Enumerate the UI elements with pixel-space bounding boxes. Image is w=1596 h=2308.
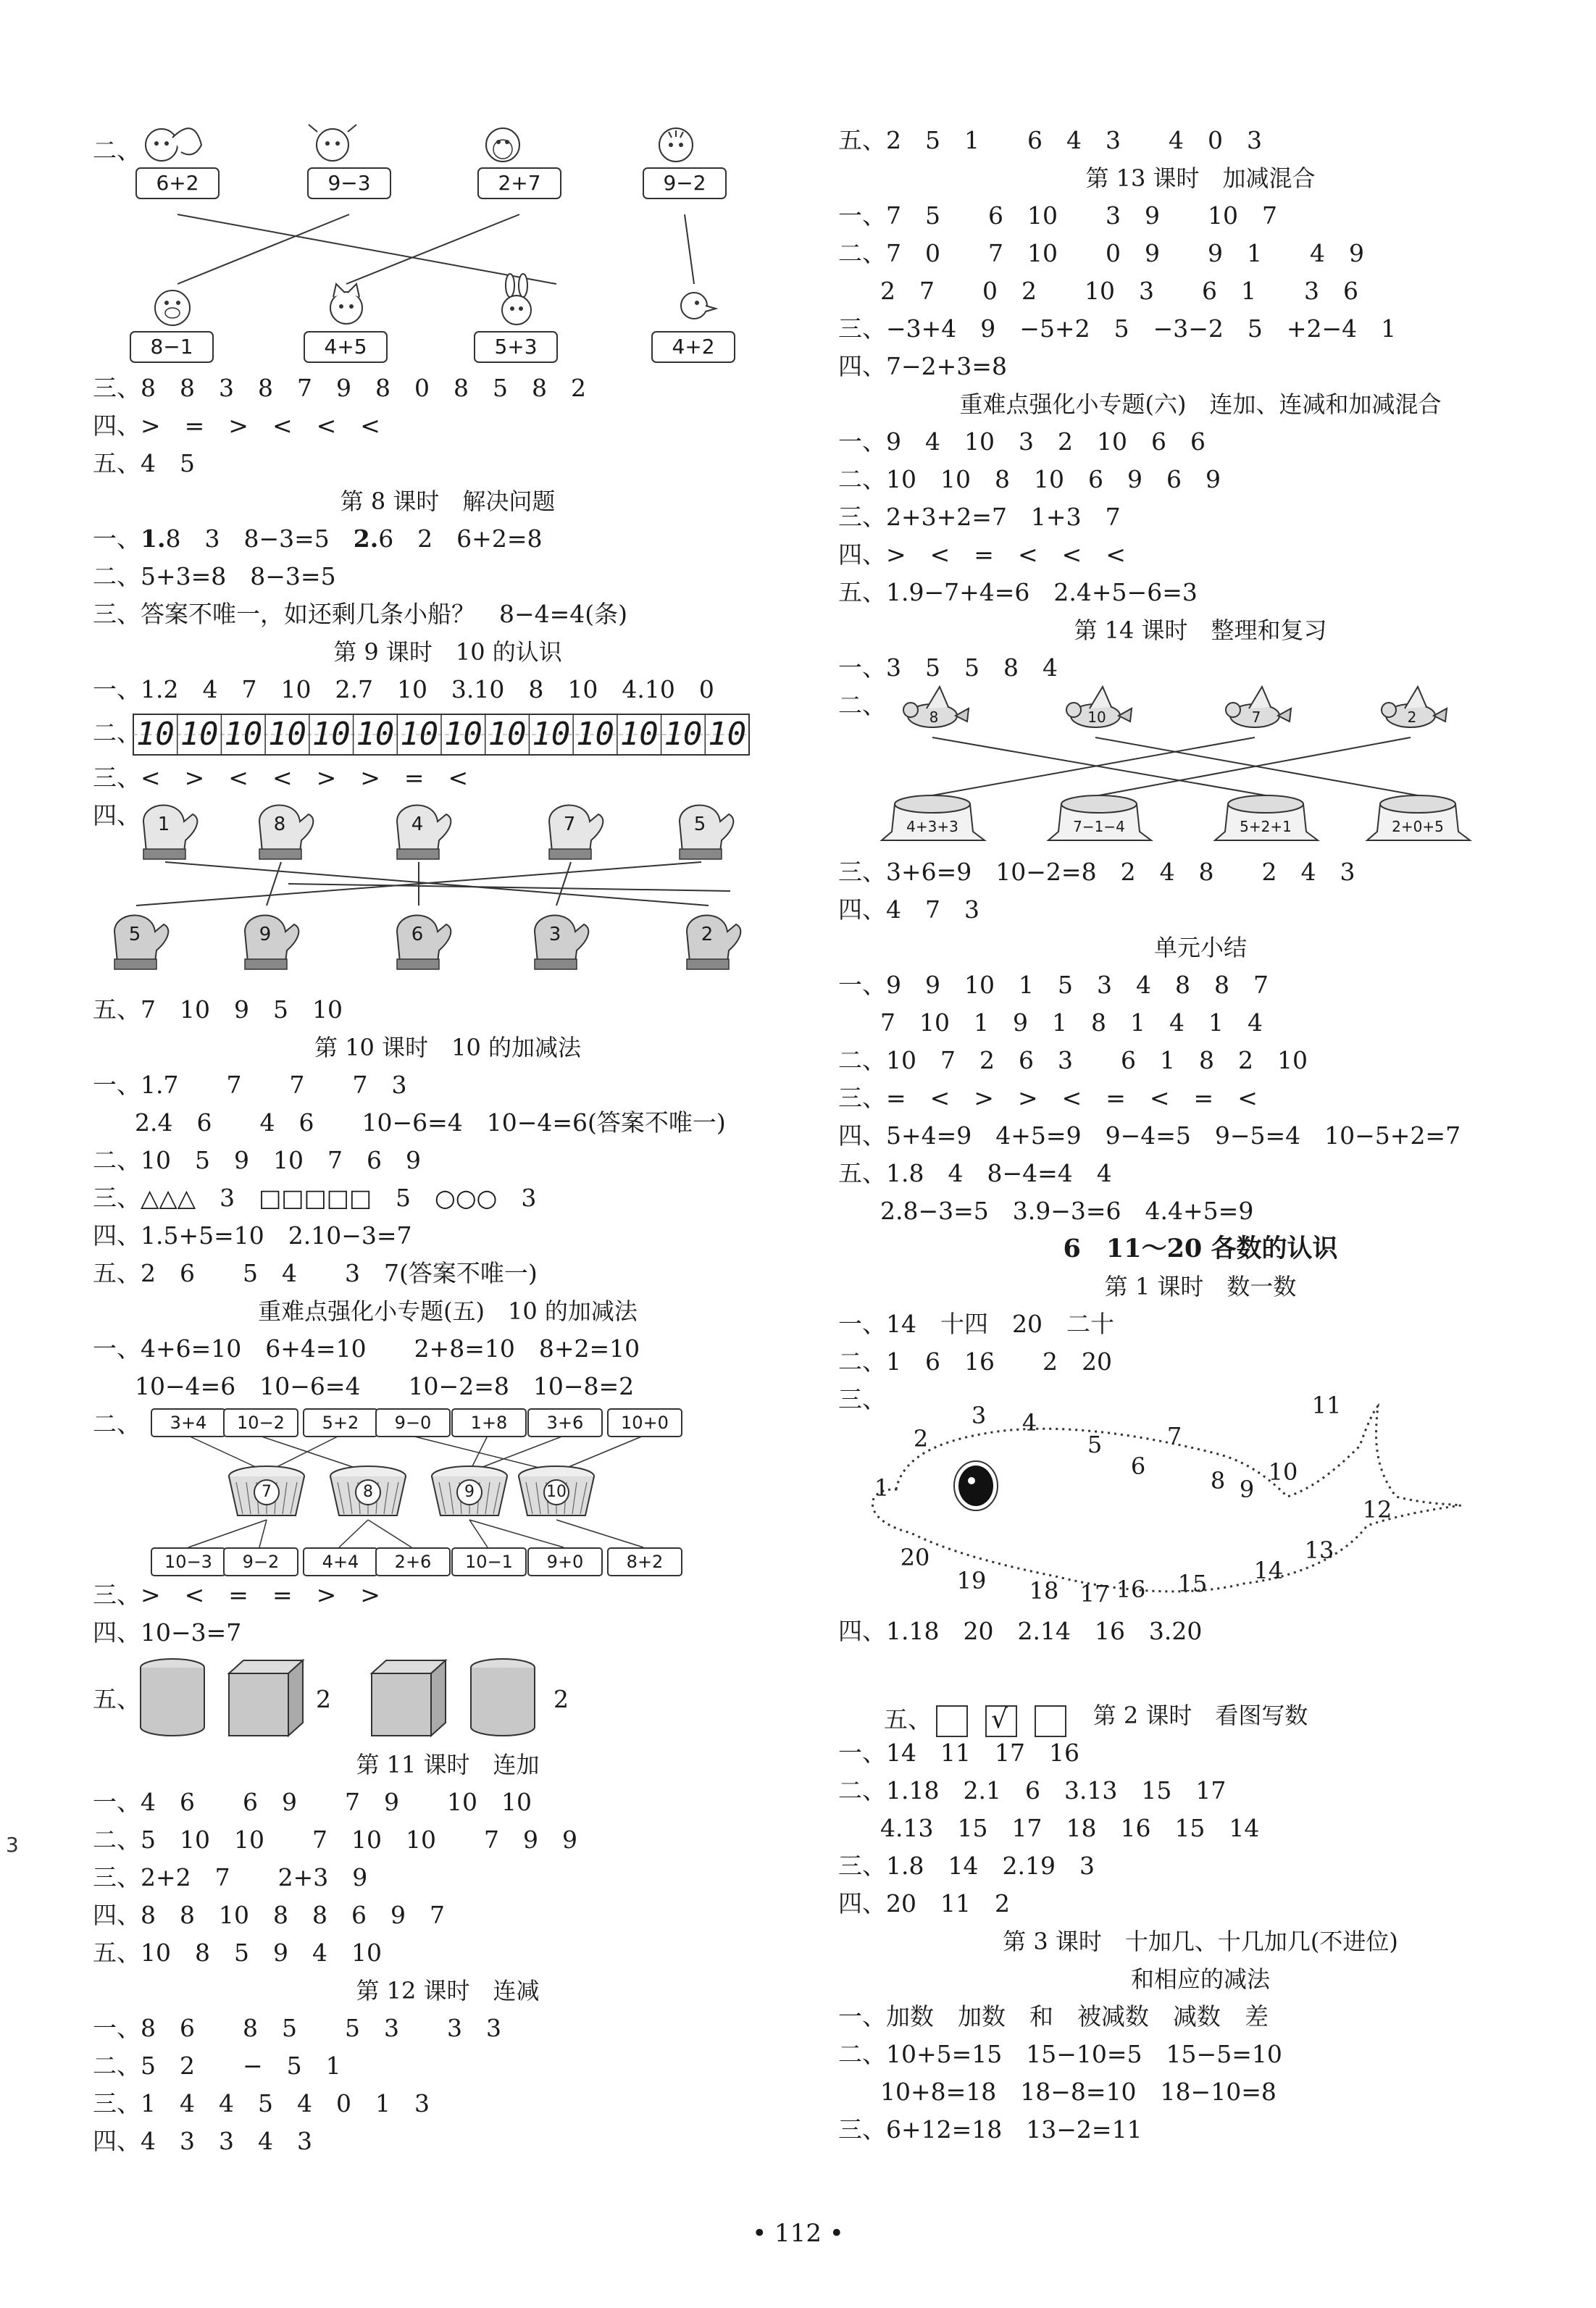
mitten-number: 9 (259, 924, 272, 945)
lesson-heading: 第 13 课时 加减混合 (1085, 164, 1316, 192)
expr-box: 10−1 (451, 1547, 527, 1576)
bird-number: 7 (1251, 708, 1261, 726)
dot-number: 4 (1021, 1409, 1037, 1437)
dot-number: 7 (1166, 1422, 1182, 1450)
lesson-heading: 第 1 课时 数一数 (1104, 1273, 1297, 1300)
question-label: 二、 (93, 136, 141, 164)
rabbit-icon (502, 274, 531, 325)
answer-line: 一、1.2 4 7 10 2.7 10 3.10 8 10 4.10 0 (93, 675, 714, 703)
dot-number: 9 (1239, 1476, 1255, 1503)
answer-line: 三、8 8 3 8 7 9 8 0 8 5 8 2 (93, 374, 586, 402)
answer-line: 一、9 4 10 3 2 10 6 6 (838, 427, 1206, 456)
animal-matching-diagram (93, 116, 803, 369)
answer-line: 三、3+6=9 10−2=8 2 4 8 2 4 3 (838, 858, 1355, 886)
checkbox (1035, 1705, 1066, 1737)
answer-line: 一、3 5 5 8 4 (838, 653, 1058, 682)
question-label: 二、 (93, 719, 141, 747)
page-number: • 112 • (752, 2219, 844, 2248)
answer-line: 一、1.7 7 7 7 3 (93, 1071, 407, 1099)
answer-line: 四、8 8 10 8 8 6 9 7 (93, 1901, 445, 1929)
dot-number: 16 (1116, 1576, 1146, 1603)
answer-line: 三、2+2 7 2+3 9 (93, 1863, 368, 1891)
item-number: 1. (141, 524, 166, 553)
shapes-row (93, 1652, 803, 1746)
shape-count: 2 (316, 1685, 331, 1713)
basket-number: 10 (546, 1483, 567, 1501)
answer-line: 五、4 5 (93, 449, 195, 477)
answer-line: 10−4=6 10−6=4 10−2=8 10−8=2 (135, 1372, 635, 1400)
answer-line: 五、10 8 5 9 4 10 (93, 1939, 382, 1967)
answer-line: 四、1.18 20 2.14 16 3.20 (838, 1617, 1203, 1645)
question-label: 二、 (93, 1410, 141, 1438)
margin-mark: 3 (6, 1833, 19, 1857)
answer-line: 二、10 5 9 10 7 6 9 (93, 1146, 421, 1174)
answer-line: 2.4 6 4 6 10−6=4 10−4=6(答案不唯一) (135, 1108, 726, 1137)
animal-top-expr-4: 9−2 (663, 171, 706, 195)
answer-line: 四、4 3 3 4 3 (93, 2127, 312, 2155)
mitten-number: 4 (411, 814, 424, 835)
expr-box: 5+2 (303, 1408, 378, 1437)
dot-number: 2 (913, 1425, 929, 1452)
right-column (838, 122, 1563, 2149)
writing-digits (136, 713, 752, 756)
answer-line: 一、14 11 17 16 (838, 1739, 1079, 1767)
lesson-heading: 第 9 课时 10 的认识 (333, 638, 562, 666)
lesson-heading: 第 14 课时 整理和复习 (1074, 616, 1327, 644)
writing-digit: 10 (356, 716, 395, 753)
mitten-number: 5 (128, 924, 141, 945)
answer-line: 10+8=18 18−8=10 18−10=8 (880, 2078, 1277, 2106)
expr-box: 2+6 (375, 1547, 451, 1576)
answer-line: 五、1.8 4 8−4=4 4 (838, 1159, 1112, 1187)
lesson-heading: 第 8 课时 解决问题 (340, 488, 556, 515)
answer-line: 二、1 6 16 2 20 (838, 1347, 1112, 1376)
stump-expr: 5+2+1 (1240, 818, 1292, 835)
expr-box: 3+6 (527, 1408, 603, 1437)
answer-line: 四、10−3=7 (93, 1618, 242, 1647)
lesson-heading: 重难点强化小专题(六) 连加、连减和加减混合 (959, 390, 1442, 418)
bird-stump-diagram (838, 687, 1563, 853)
lesson-heading: 第 2 课时 看图写数 (1092, 1702, 1308, 1729)
writing-digit: 10 (135, 716, 175, 753)
cube-icon (372, 1660, 446, 1736)
dolphin-dot-diagram (838, 1381, 1563, 1613)
answer-line: 三、< > < < > > = < (93, 764, 469, 792)
mitten-number: 7 (563, 814, 576, 835)
mitten-number: 5 (693, 814, 706, 835)
answer-line: 三、6+12=18 13−2=11 (838, 2115, 1142, 2144)
answer-line: 三、答案不唯一，如还剩几条小船？ 8−4=4(条) (93, 600, 628, 628)
checkbox (936, 1705, 968, 1737)
question-label: 五、 (883, 1705, 932, 1734)
writing-digit: 10 (488, 716, 527, 753)
expr-box: 10−2 (223, 1408, 298, 1437)
basket-matching-diagram (93, 1405, 803, 1576)
answer-line: 四、5+4=9 4+5=9 9−4=5 9−5=4 10−5+2=7 (838, 1121, 1461, 1150)
answer-line: 三、1.8 14 2.19 3 (838, 1852, 1095, 1880)
lesson-heading-cont: 和相应的减法 (1130, 1965, 1270, 1993)
answer-line: 二、5 2 − 5 1 (93, 2052, 341, 2080)
answer-line: 一、4+6=10 6+4=10 2+8=10 8+2=10 (93, 1334, 640, 1363)
answer-prefix: 一、 (93, 524, 141, 553)
answer-line: 四、4 7 3 (838, 895, 979, 924)
answer-line: 二、7 0 7 10 0 9 9 1 4 9 (838, 239, 1364, 267)
answer-line: 一、9 9 10 1 5 3 4 8 8 7 (838, 971, 1269, 999)
writing-digit: 10 (400, 716, 439, 753)
animal-bottom-expr-3: 5+3 (494, 335, 538, 359)
bird-number: 2 (1407, 708, 1417, 726)
animal-bottom-expr-1: 8−1 (150, 335, 193, 359)
answer-line: 一、7 5 6 10 3 9 10 7 (838, 201, 1277, 230)
answer-line: 7 10 1 9 1 8 1 4 1 4 (880, 1008, 1263, 1037)
answer-line: 二、10+5=15 15−10=5 15−5=10 (838, 2040, 1282, 2068)
expr-box: 9−2 (223, 1547, 298, 1576)
writing-digit: 10 (532, 716, 571, 753)
writing-digit: 10 (619, 716, 659, 753)
pig-icon (155, 290, 190, 325)
answer-line: 二、1.18 2.1 6 3.13 15 17 (838, 1776, 1227, 1805)
answer-line: 四、> < = < < < (838, 540, 1126, 569)
dot-number: 13 (1304, 1536, 1334, 1564)
answer-line: 五、2 6 5 4 3 7(答案不唯一) (93, 1259, 538, 1287)
mitten-number: 2 (701, 924, 714, 945)
question-label: 五、 (93, 1685, 141, 1713)
answer-line: 三、= < > > < = < = < (838, 1084, 1258, 1112)
checkbox-checked (985, 1705, 1017, 1737)
answer-line: 4.13 15 17 18 16 15 14 (880, 1814, 1260, 1842)
answer-line: 三、−3+4 9 −5+2 5 −3−2 5 +2−4 1 (838, 314, 1397, 343)
question-label: 四、 (93, 801, 141, 829)
writing-digit: 10 (224, 716, 263, 753)
writing-digit: 10 (708, 716, 747, 753)
dot-number: 6 (1130, 1452, 1146, 1480)
writing-practice-row (93, 708, 803, 759)
mitten-number: 6 (411, 924, 424, 945)
basket-number: 7 (262, 1483, 272, 1501)
answer-line (93, 520, 803, 558)
bird-number: 8 (929, 708, 939, 726)
mitten-number: 8 (273, 814, 286, 835)
cow-icon (309, 125, 356, 161)
duck-icon (681, 293, 716, 319)
expr-box: 9−0 (375, 1408, 451, 1437)
shapes-svg (93, 1652, 803, 1746)
lesson-heading: 第 11 课时 连加 (356, 1751, 540, 1778)
dot-number: 17 (1079, 1580, 1110, 1607)
mitten-number: 3 (548, 924, 561, 945)
answer-line: 二、5+3=8 8−3=5 (93, 562, 336, 590)
mitten-number: 1 (157, 814, 170, 835)
writing-digit: 10 (268, 716, 306, 753)
expr-box: 10−3 (151, 1547, 226, 1576)
dot-number: 5 (1087, 1431, 1103, 1458)
dot-number: 19 (956, 1567, 987, 1594)
answer-line: 四、1.5+5=10 2.10−3=7 (93, 1221, 412, 1250)
answer-line: 2 7 0 2 10 3 6 1 3 6 (880, 277, 1358, 305)
answer-line: 五、7 10 9 5 10 (93, 995, 343, 1024)
tiger-icon (659, 128, 693, 162)
writing-digit: 10 (312, 716, 351, 753)
expr-box: 8+2 (607, 1547, 682, 1576)
answer-line: 一、4 6 6 9 7 9 10 10 (93, 1788, 532, 1816)
animal-bottom-expr-4: 4+2 (672, 335, 715, 359)
answer-line: 二、10 7 2 6 3 6 1 8 2 10 (838, 1046, 1308, 1074)
answer-text: 8 3 8−3=5 (165, 524, 354, 553)
answer-line: 三、2+3+2=7 1+3 7 (838, 503, 1121, 531)
dot-number: 20 (900, 1544, 930, 1571)
animal-top-expr-2: 9−3 (327, 171, 371, 195)
cube-icon (229, 1660, 303, 1736)
answer-line: 三、> < = = > > (93, 1581, 380, 1609)
answer-line: 二、5 10 10 7 10 10 7 9 9 (93, 1826, 577, 1854)
basket-number: 8 (363, 1483, 373, 1501)
section-heading: 单元小结 (1153, 934, 1247, 961)
answer-line: 三、1 4 4 5 4 0 1 3 (93, 2089, 430, 2117)
answer-line: 2.8−3=5 3.9−3=6 4.4+5=9 (880, 1197, 1254, 1225)
answer-line: 一、14 十四 20 二十 (838, 1310, 1114, 1338)
expr-box: 4+4 (303, 1547, 378, 1576)
dot-number: 1 (874, 1474, 890, 1502)
dot-number: 11 (1311, 1392, 1342, 1419)
cylinder-icon (141, 1659, 204, 1736)
answer-line: 四、20 11 2 (838, 1889, 1010, 1918)
answer-line: 二、10 10 8 10 6 9 6 9 (838, 465, 1221, 493)
bird-number: 10 (1087, 708, 1106, 726)
writing-digit: 10 (180, 716, 219, 753)
stump-expr: 7−1−4 (1073, 818, 1125, 835)
stump-expr: 4+3+3 (906, 818, 958, 835)
answer-line: 四、7−2+3=8 (838, 352, 1007, 380)
expr-box: 3+4 (151, 1408, 226, 1437)
lesson-heading: 重难点强化小专题(五) 10 的加减法 (258, 1297, 638, 1325)
animal-bottom-expr-2: 4+5 (324, 335, 367, 359)
answer-line: 四、> = > < < < (93, 411, 380, 440)
dot-number: 18 (1029, 1577, 1059, 1605)
lesson-heading: 第 3 课时 十加几、十几加几(不进位) (1003, 1928, 1398, 1955)
dot-number: 15 (1177, 1570, 1208, 1597)
dot-number: 8 (1210, 1467, 1226, 1494)
mitten-matching-diagram (93, 797, 803, 991)
monkey-icon (486, 128, 519, 162)
squirrel-icon (146, 128, 201, 161)
answer-line: 三、△△△ 3 □□□□□ 5 ○○○ 3 (93, 1184, 537, 1212)
answer-line: 一、8 6 8 5 5 3 3 3 (93, 2014, 501, 2042)
expr-box: 1+8 (451, 1408, 527, 1437)
expr-box: 9+0 (527, 1547, 603, 1576)
lesson-heading: 第 10 课时 10 的加减法 (314, 1034, 581, 1061)
answer-line: 五、2 5 1 6 4 3 4 0 3 (838, 126, 1262, 154)
dot-number: 10 (1268, 1458, 1298, 1486)
animal-top-expr-3: 2+7 (498, 171, 541, 195)
writing-digit: 10 (664, 716, 703, 753)
expr-box: 10+0 (607, 1408, 682, 1437)
dot-number: 14 (1253, 1557, 1284, 1584)
answer-line: 一、加数 加数 和 被减数 减数 差 (838, 2002, 1269, 2031)
answer-text: 6 2 6+2=8 (378, 524, 543, 553)
lesson-heading: 第 12 课时 连减 (356, 1977, 540, 2004)
question-label: 三、 (838, 1385, 886, 1413)
question-label: 二、 (838, 691, 886, 719)
dot-number: 3 (971, 1402, 987, 1429)
shape-count: 2 (553, 1685, 569, 1713)
cylinder-icon (471, 1659, 535, 1736)
answer-line: 五、1.9−7+4=6 2.4+5−6=3 (838, 578, 1198, 606)
animal-top-expr-1: 6+2 (156, 171, 199, 195)
stump-expr: 2+0+5 (1392, 818, 1444, 835)
basket-number: 9 (464, 1483, 475, 1501)
chapter-heading: 6 11～20 各数的认识 (1063, 1234, 1338, 1263)
check-icon: √ (990, 1705, 1008, 1734)
dot-number: 12 (1362, 1496, 1392, 1523)
left-column (93, 116, 803, 2160)
cat-icon (330, 284, 362, 324)
item-number: 2. (353, 524, 379, 553)
writing-digit: 10 (443, 716, 482, 753)
writing-digit: 10 (576, 716, 614, 753)
